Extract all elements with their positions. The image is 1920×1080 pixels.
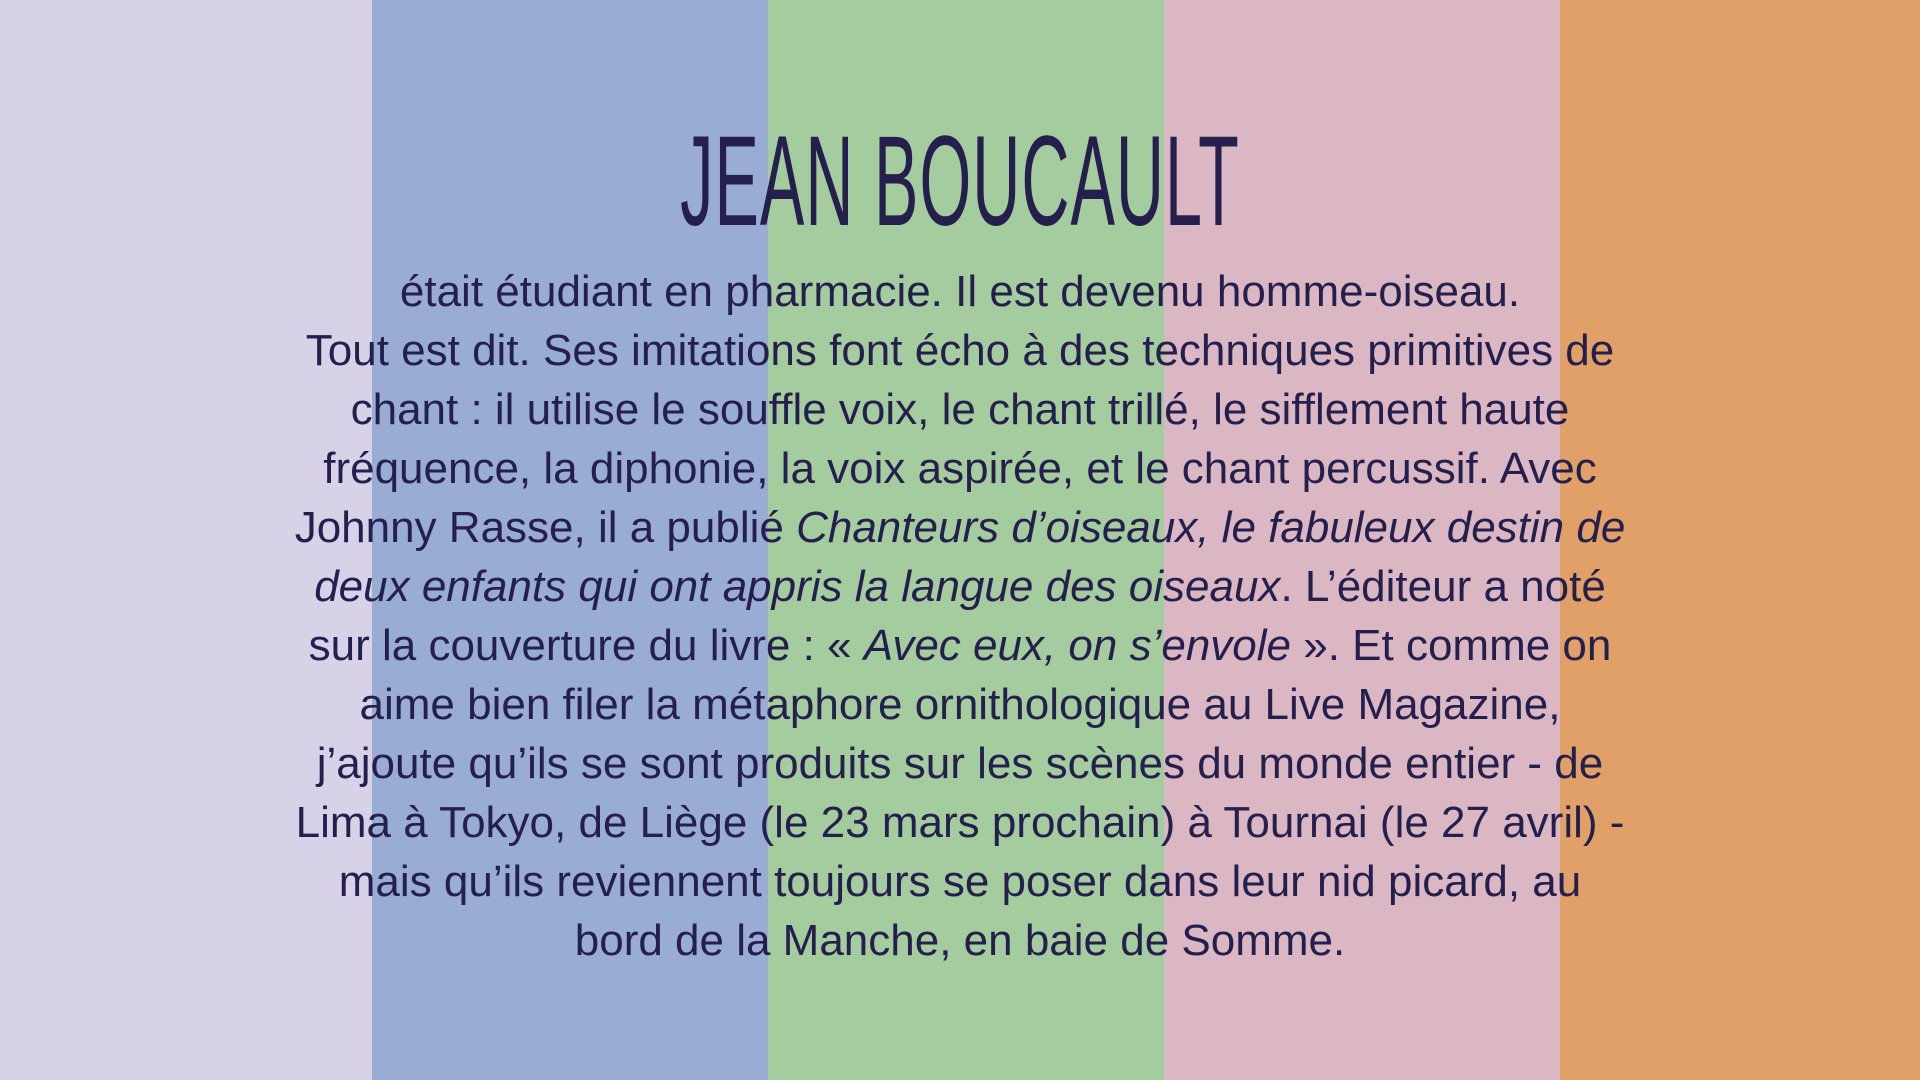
body-line: était étudiant en pharmacie. Il est devenu homme-oiseau. bbox=[399, 267, 1521, 316]
body-line: Lima à Tokyo, de Liège (le 23 mars prochain) à Tournai (le 27 avril) - bbox=[295, 798, 1625, 847]
body-text-segment: Johnny Rasse, il a publié bbox=[294, 503, 797, 552]
body-line bbox=[180, 498, 1740, 557]
body-line: bord de la Manche, en baie de Somme. bbox=[574, 916, 1346, 965]
body-line: mais qu’ils reviennent toujours se poser dans leur nid picard, au bbox=[338, 857, 1582, 906]
body-text-segment: ». Et comme on bbox=[1291, 621, 1612, 670]
body-text-segment: sur la couverture du livre : « bbox=[308, 621, 864, 670]
body-line bbox=[180, 616, 1740, 675]
body-line: Tout est dit. Ses imitations font écho à des techniques primitives de bbox=[305, 326, 1615, 375]
body-line: aime bien filer la métaphore ornithologique au Live Magazine, bbox=[359, 680, 1561, 729]
body-line: fréquence, la diphonie, la voix aspirée, et le chant percussif. Avec bbox=[323, 444, 1597, 493]
body-line: chant : il utilise le souffle voix, le chant trillé, le sifflement haute bbox=[350, 385, 1570, 434]
quote-italic: Avec eux, on s’envole bbox=[863, 621, 1292, 670]
body-line bbox=[180, 557, 1740, 616]
book-title-italic: Chanteurs d’oiseaux, le fabuleux destin de bbox=[796, 503, 1626, 552]
page-title: JEAN BOUCAULT bbox=[680, 110, 1240, 253]
book-title-italic: deux enfants qui ont appris la langue des oiseaux bbox=[314, 562, 1281, 611]
body-line: j’ajoute qu’ils se sont produits sur les scènes du monde entier - de bbox=[316, 739, 1604, 788]
body-text-segment: . L’éditeur a noté bbox=[1280, 562, 1606, 611]
article-body bbox=[180, 262, 1740, 970]
